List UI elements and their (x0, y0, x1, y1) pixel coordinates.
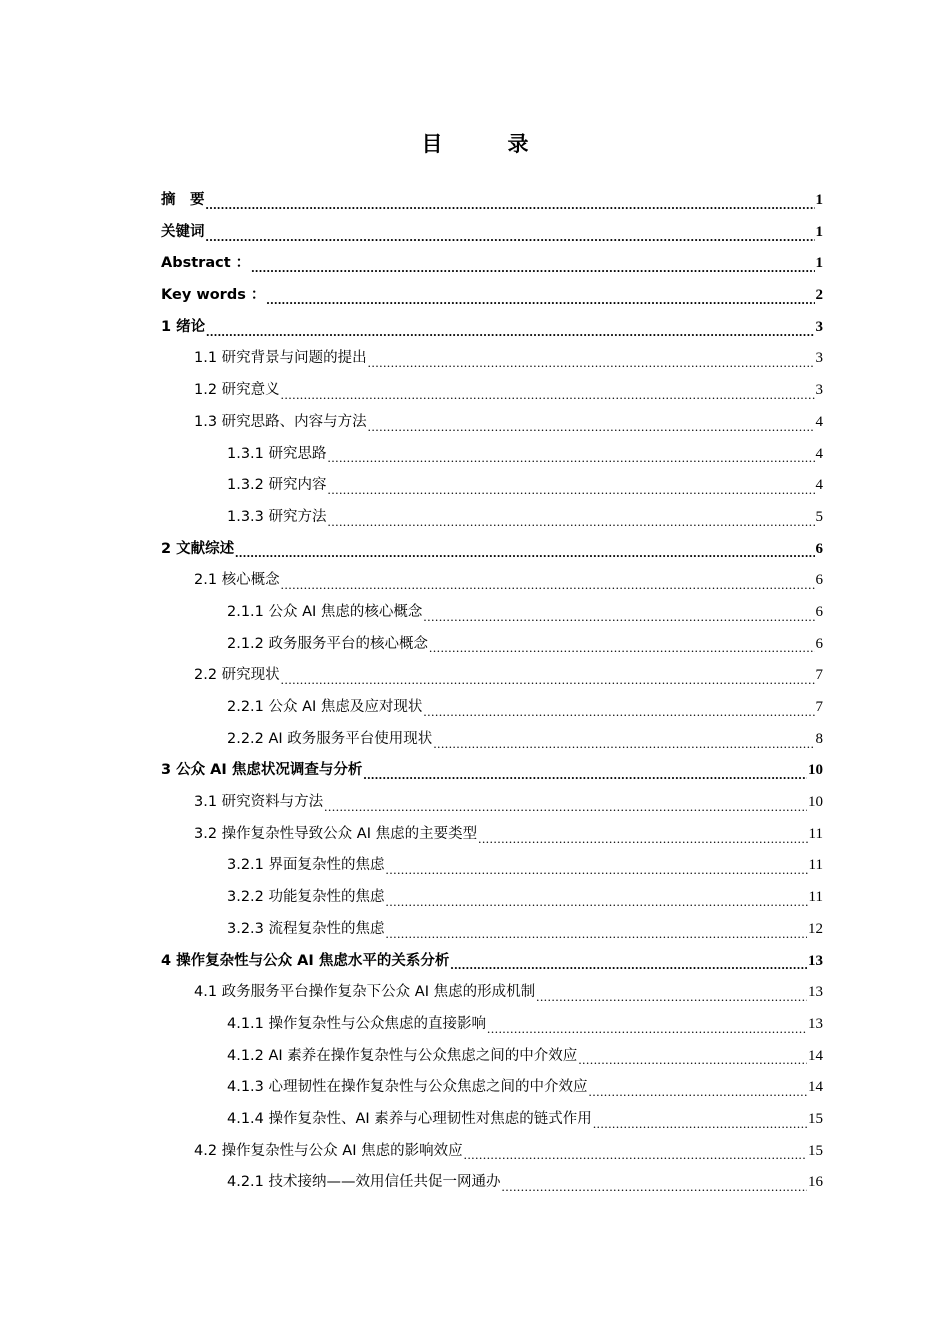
toc-entry[interactable] (161, 692, 823, 724)
toc-page-number: 14 (808, 1079, 823, 1096)
dot-leader (363, 769, 807, 781)
toc-entry-text: 3.1 研究资料与方法 (194, 794, 324, 811)
dot-leader (578, 1054, 807, 1066)
dot-leader (450, 959, 807, 971)
toc-page-number: 11 (808, 857, 823, 874)
toc-entry-text: 摘 要 (161, 192, 205, 208)
toc-entry[interactable] (161, 755, 823, 787)
toc-page-number: 11 (808, 825, 823, 842)
toc-entry[interactable] (161, 850, 823, 882)
toc-entry-text: 2.2.1 公众 AI 焦虑及应对现状 (227, 699, 423, 715)
toc-entry-text: 1.3.3 研究方法 (227, 508, 327, 525)
toc-entry[interactable] (161, 977, 823, 1009)
toc-entry-text: 2.1.1 公众 AI 焦虑的核心概念 (227, 603, 423, 620)
toc-page-number: 6 (815, 635, 823, 652)
toc-page-number: 13 (808, 1015, 823, 1032)
toc-entry[interactable] (161, 787, 823, 819)
toc-entry-text: 关键词 (161, 223, 205, 240)
dot-leader (368, 357, 815, 369)
toc-page-number: 1 (815, 192, 823, 208)
toc-entry-text: Key words ： (161, 287, 266, 304)
toc-entry[interactable] (161, 565, 823, 597)
toc-entry-text: 4.2.1 技术接纳——效用信任共促一网通办 (227, 1174, 501, 1191)
dot-leader (324, 801, 807, 813)
toc-entry[interactable] (161, 914, 823, 946)
toc-page-number: 14 (808, 1047, 823, 1064)
toc-entry[interactable] (161, 1104, 823, 1136)
dot-leader (281, 579, 815, 591)
toc-entry[interactable] (161, 819, 823, 851)
toc-entry[interactable] (161, 629, 823, 661)
toc-list (161, 185, 823, 1199)
dot-leader (386, 896, 808, 908)
toc-entry[interactable] (161, 407, 823, 439)
toc-entry[interactable] (161, 343, 823, 375)
toc-entry-text: 1.3.2 研究内容 (227, 477, 327, 494)
toc-entry[interactable] (161, 439, 823, 471)
toc-entry-text: 4.1.4 操作复杂性、AI 素养与心理韧性对焦虑的链式作用 (227, 1110, 592, 1127)
toc-page-number: 3 (815, 318, 823, 335)
toc-page-number: 1 (815, 255, 823, 272)
toc-entry[interactable] (161, 375, 823, 407)
dot-leader (464, 1149, 807, 1161)
dot-leader (536, 991, 807, 1003)
toc-entry[interactable] (161, 217, 823, 249)
toc-entry-text: 4.1.2 AI 素养在操作复杂性与公众焦虑之间的中介效应 (227, 1047, 578, 1064)
dot-leader (251, 262, 814, 274)
toc-entry-text: 4 操作复杂性与公众 AI 焦虑水平的关系分析 (161, 952, 450, 969)
dot-leader (328, 516, 815, 528)
toc-entry[interactable] (161, 660, 823, 692)
dot-leader (368, 421, 815, 433)
toc-entry[interactable] (161, 946, 823, 978)
toc-page-number: 10 (808, 794, 823, 811)
toc-entry[interactable] (161, 1167, 823, 1199)
toc-page-number: 7 (815, 699, 823, 715)
toc-page-number: 15 (808, 1142, 823, 1159)
toc-entry-text: 1.3.1 研究思路 (227, 445, 327, 462)
toc-page-number: 6 (815, 603, 823, 620)
toc-page-number: 3 (815, 350, 823, 367)
toc-entry[interactable] (161, 185, 823, 217)
toc-page-number: 7 (815, 667, 823, 684)
dot-leader (429, 642, 814, 654)
toc-entry-text: 1.3 研究思路、内容与方法 (194, 413, 367, 430)
toc-entry[interactable] (161, 248, 823, 280)
toc-entry[interactable] (161, 882, 823, 914)
toc-entry[interactable] (161, 1041, 823, 1073)
toc-page-number: 3 (815, 382, 823, 399)
toc-page-number: 6 (815, 572, 823, 589)
toc-entry[interactable] (161, 1136, 823, 1168)
toc-page-number: 13 (808, 984, 823, 1001)
toc-page-number: 8 (815, 730, 823, 747)
dot-leader (423, 611, 814, 623)
toc-entry[interactable] (161, 312, 823, 344)
toc-entry[interactable] (161, 470, 823, 502)
toc-entry-text: 3.2 操作复杂性导致公众 AI 焦虑的主要类型 (194, 825, 478, 842)
toc-entry-text: 3.2.3 流程复杂性的焦虑 (227, 920, 385, 937)
toc-page-number: 12 (808, 920, 823, 937)
dot-leader (433, 738, 814, 750)
toc-entry-text: 4.2 操作复杂性与公众 AI 焦虑的影响效应 (194, 1142, 463, 1159)
dot-leader (478, 833, 807, 845)
dot-leader (386, 864, 808, 876)
toc-entry-text: 4.1 政务服务平台操作复杂下公众 AI 焦虑的形成机制 (194, 984, 536, 1001)
toc-entry[interactable] (161, 502, 823, 534)
toc-entry-text: 2.2.2 AI 政务服务平台使用现状 (227, 730, 433, 747)
toc-page-number: 1 (815, 223, 823, 240)
toc-entry-text: 2.1.2 政务服务平台的核心概念 (227, 635, 429, 652)
toc-page-number: 16 (808, 1174, 823, 1191)
toc-entry-text: 3.2.1 界面复杂性的焦虑 (227, 857, 385, 874)
toc-page-number: 6 (815, 540, 823, 557)
toc-entry-text: 1.1 研究背景与问题的提出 (194, 350, 367, 367)
dot-leader (328, 484, 815, 496)
toc-entry[interactable] (161, 1072, 823, 1104)
toc-page-number: 15 (808, 1110, 823, 1127)
toc-entry[interactable] (161, 534, 823, 566)
toc-page-number: 4 (815, 445, 823, 462)
dot-leader (206, 326, 814, 338)
dot-leader (235, 547, 814, 559)
dot-leader (206, 199, 815, 211)
dot-leader (281, 674, 815, 686)
dot-leader (423, 706, 814, 718)
toc-entry[interactable] (161, 724, 823, 756)
toc-entry-text: 4.1.3 心理韧性在操作复杂性与公众焦虑之间的中介效应 (227, 1079, 588, 1096)
toc-page-number: 13 (808, 952, 823, 969)
toc-entry-text: 2.1 核心概念 (194, 572, 280, 589)
toc-entry-text: 3.2.2 功能复杂性的焦虑 (227, 889, 385, 906)
toc-page-number: 4 (815, 413, 823, 430)
dot-leader (502, 1181, 807, 1193)
toc-entry-text: 1.2 研究意义 (194, 382, 280, 399)
toc-entry-text: 4.1.1 操作复杂性与公众焦虑的直接影响 (227, 1015, 487, 1032)
page-title: 目 录 (421, 132, 551, 156)
toc-entry-text: 2.2 研究现状 (194, 667, 280, 684)
dot-leader (266, 294, 814, 306)
toc-entry[interactable] (161, 280, 823, 312)
dot-leader (589, 1086, 807, 1098)
toc-entry-text: 1 绪论 (161, 318, 206, 335)
dot-leader (593, 1118, 807, 1130)
toc-entry[interactable] (161, 597, 823, 629)
toc-page-number: 2 (815, 287, 823, 304)
toc-page-number: 10 (808, 762, 823, 779)
dot-leader (487, 1023, 807, 1035)
dot-leader (206, 231, 815, 243)
toc-entry-text: 2 文献综述 (161, 540, 235, 557)
toc-entry[interactable] (161, 1009, 823, 1041)
dot-leader (386, 928, 807, 940)
toc-entry-text: Abstract ： (161, 255, 251, 272)
toc-page-number: 4 (815, 477, 823, 494)
dot-leader (328, 452, 815, 464)
toc-entry-text: 3 公众 AI 焦虑状况调查与分析 (161, 762, 363, 779)
dot-leader (281, 389, 815, 401)
toc-page-number: 11 (808, 889, 823, 906)
toc-page-number: 5 (815, 508, 823, 525)
